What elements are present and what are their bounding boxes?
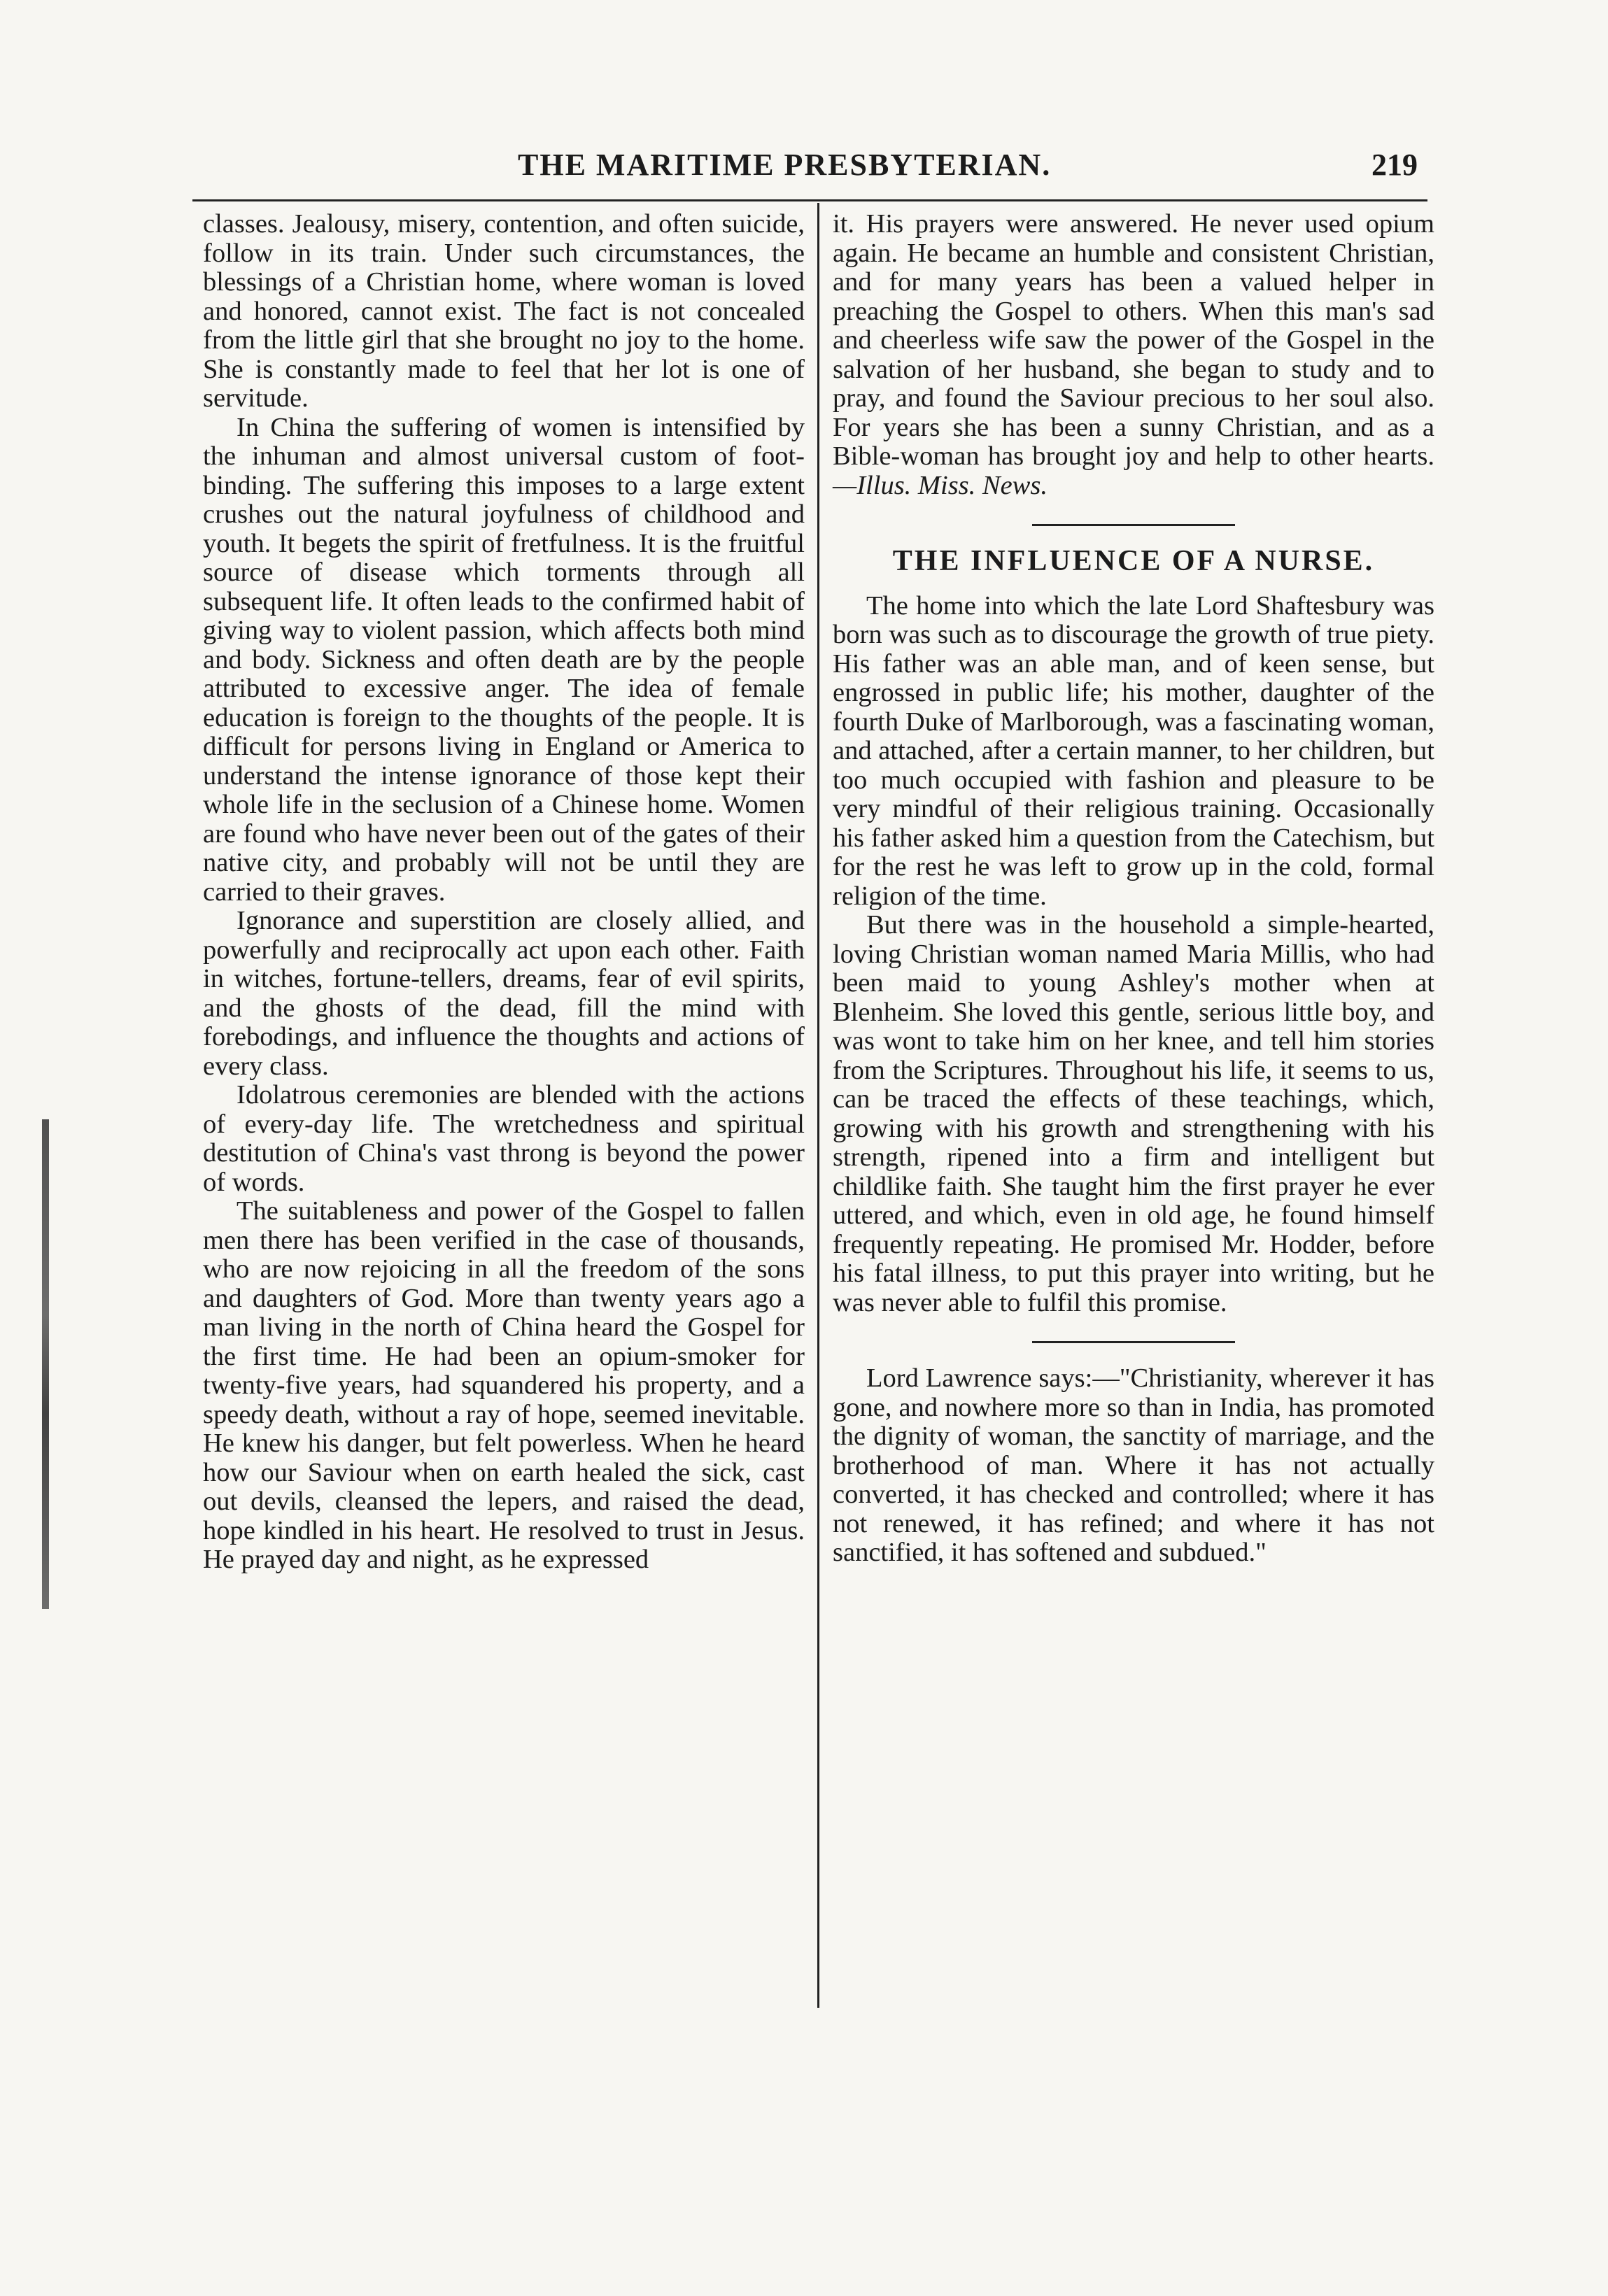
paragraph: Ignorance and superstition are closely allied, and powerfully and reciprocally act upon each other. Faith in witches, fortune-tellers, dreams, fear of evil spirits, and the ghosts of the dead, fill the mind with forebodings, and influence the thoughts and actions of every class. — [203, 906, 805, 1081]
section-rule — [1032, 1341, 1235, 1343]
right-column — [833, 210, 1434, 1568]
paragraph: But there was in the household a simple-hearted, loving Christian woman named Maria Millis, who had been maid to young Ashley's mother when at Blenheim. She loved this gentle, serious little boy, and was wont to take him on her knee, and tell him stories from the Scriptures. Throughout his life, it seems to us, can be traced the effects of these teachings, which, growing with his growth and strengthening with his strength, ripened into a firm and intelligent but childlike faith. She taught him the first prayer he ever uttered, and which, even in old age, he found himself frequently repeating. He promised Mr. Hodder, before his fatal illness, to put this prayer into writing, but he was never able to fulfil this promise. — [833, 910, 1434, 1317]
source-credit: —Illus. Miss. News. — [833, 470, 1048, 500]
section-title: THE INFLUENCE OF A NURSE. — [892, 545, 1375, 577]
running-title: THE MARITIME PRESBYTERIAN. — [518, 148, 1052, 182]
paragraph: classes. Jealousy, misery, contention, and often suicide, follow in its train. Under such circumstances, the blessings of a Christian home, where woman is loved and honored, cannot exist. The fact is not concealed from the little girl that she brought no joy to the home. She is constantly made to feel that her lot is one of servitude. — [203, 209, 805, 413]
header-rule — [192, 199, 1427, 201]
page-number: 219 — [1371, 148, 1418, 182]
paragraph: The suitableness and power of the Gospel to fallen men there has been verified in the case of thousands, who are now rejoicing in all the freedom of the sons and daughters of God. More than twenty years ago a man living in the north of China heard the Gospel for the first time. He had been an opium-smoker for twenty-five years, had squandered his property, and a speedy death, without a ray of hope, seemed inevitable. He knew his danger, but felt powerless. When he heard how our Saviour when on earth healed the sick, cast out devils, cleansed the lepers, and raised the dead, hope kindled in his heart. He resolved to trust in Jesus. He prayed day and night, as he expressed — [203, 1196, 805, 1574]
paragraph-continuation — [833, 210, 1434, 500]
left-column — [203, 210, 805, 1575]
column-divider — [817, 203, 819, 2008]
quote-paragraph: Lord Lawrence says:—"Christianity, wherever it has gone, and nowhere more so than in India, has promoted the dignity of woman, the sanctity of marriage, and the brotherhood of man. Where it has not actually converted, it has checked and controlled; where it has not renewed, it has refined; and where it has not sanctified, it has softened and subdued." — [833, 1363, 1434, 1567]
paragraph: The home into which the late Lord Shaftesbury was born was such as to discourage the growth of true piety. His father was an able man, and of keen sense, but engrossed in public life; his mother, daughter of the fourth Duke of Marlborough, was a fascinating woman, and attached, after a certain manner, to her children, but too much occupied with fashion and pleasure to be very mindful of their religious training. Occasionally his father asked him a question from the Catechism, but for the rest he was left to grow up in the cold, formal religion of the time. — [833, 590, 1435, 911]
continuation-text: it. His prayers were answered. He never used opium again. He became an humble and consistent Christian, and for many years has been a valued helper in preaching the Gospel to others. When this man's sad and cheerless wife saw the power of the Gospel in the salvation of her husband, she began to study and to pray, and found the Saviour precious to her soul also. For years she has been a sunny Christian, and as a Bible-woman has brought joy and help to other hearts. — [833, 209, 1434, 471]
page-header — [0, 140, 1608, 196]
paragraph: In China the suffering of women is intensified by the inhuman and almost universal custom of foot-binding. The suffering this imposes to a large extent crushes out the natural joyfulness of childhood and youth. It begets the spirit of fretfulness. It is the fruitful source of disease which torments through all subsequent life. It often leads to the confirmed habit of giving way to violent passion, which affects both mind and body. Sickness and often death are by the people attributed to excessive anger. The idea of female education is foreign to the thoughts of the people. It is difficult for persons living in England or America to understand the intense ignorance of those kept their whole life in the seclusion of a Chinese home. Women are found who have never been out of the gates of their native city, and probably will not be until they are carried to their graves. — [203, 412, 805, 907]
section-rule — [1032, 524, 1235, 526]
paragraph: Idolatrous ceremonies are blended with the actions of every-day life. The wretchedness and spiritual destitution of China's vast throng is beyond the power of words. — [203, 1080, 805, 1197]
margin-binding-mark — [42, 1119, 49, 1609]
